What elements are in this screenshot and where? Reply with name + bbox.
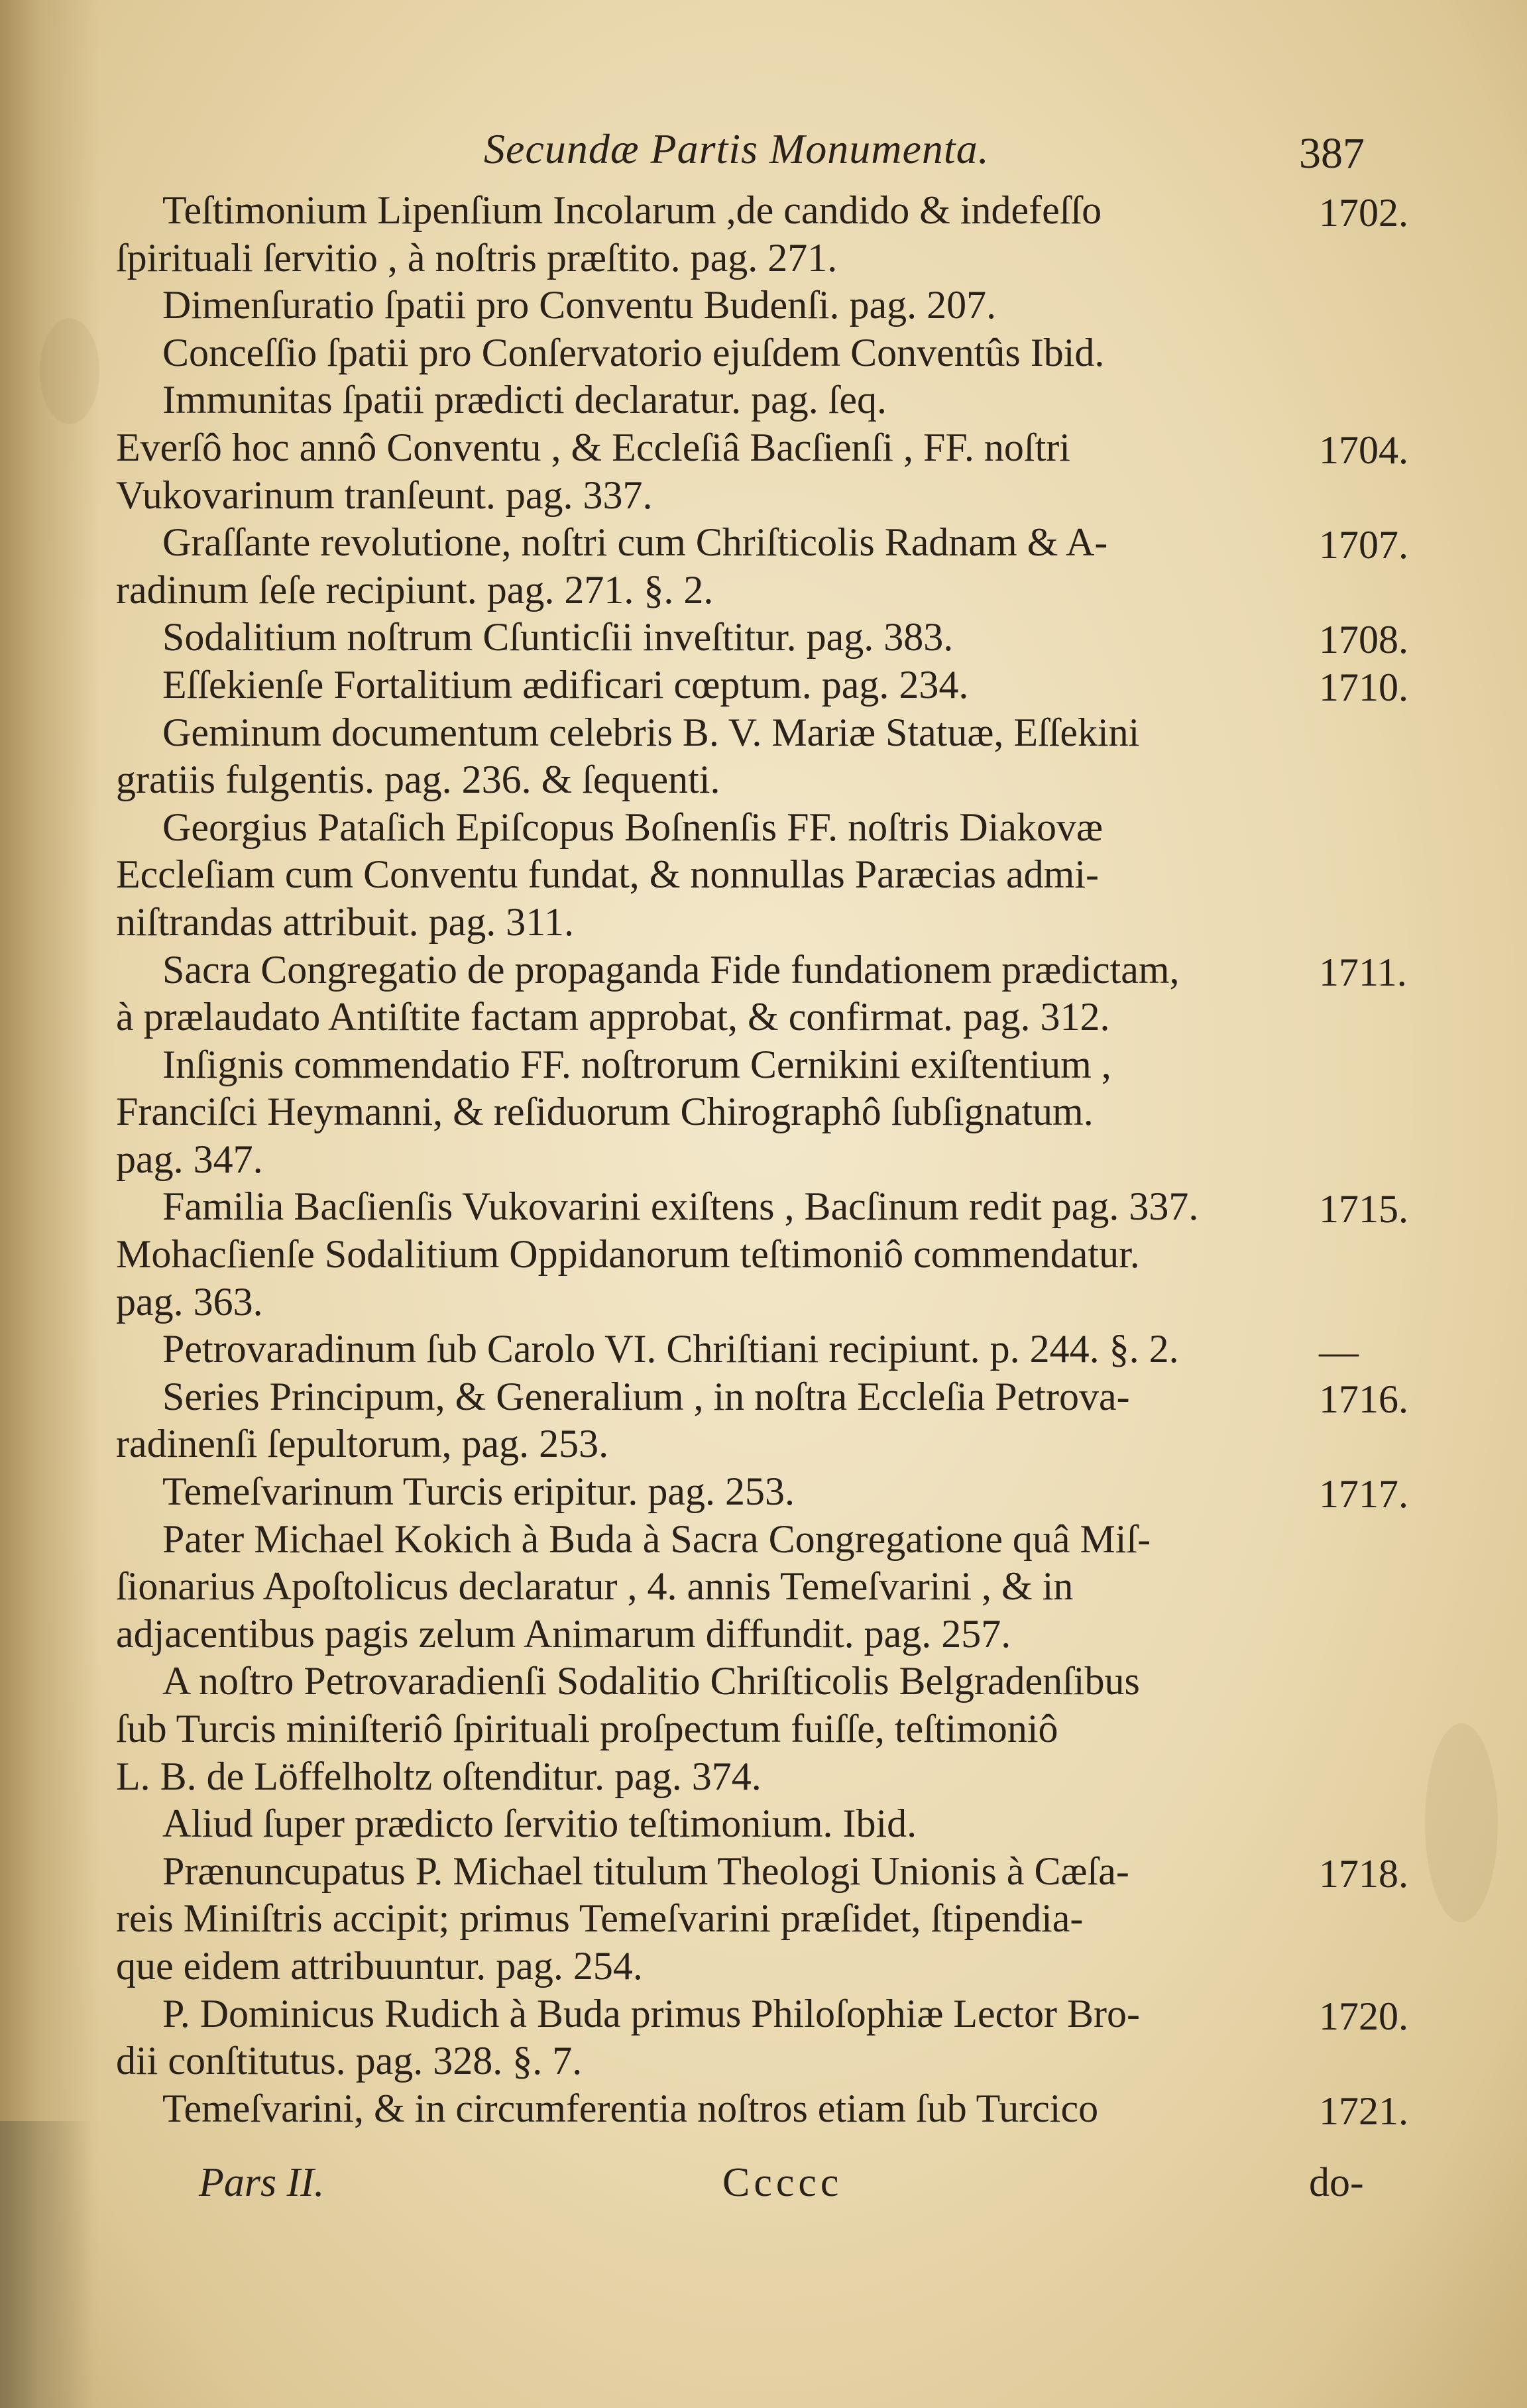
catchword: do- (1309, 2160, 1364, 2205)
page-footer (0, 2159, 1527, 2212)
entry-text: à prælaudato Antiſtite factam approbat, & confirmat. pag. 312. (116, 995, 1110, 1039)
entry-text: Familia Bacſienſis Vukovarini exiſtens , Bacſinum redit pag. 337. (162, 1184, 1199, 1229)
entry-year: 1711. (1319, 950, 1407, 994)
entry-line (0, 1705, 1527, 1753)
entry-year: 1720. (1319, 1994, 1408, 2038)
entry-year: 1704. (1319, 428, 1408, 472)
entry-line (0, 1848, 1527, 1896)
entry-line (0, 2085, 1527, 2133)
entry-line (0, 994, 1527, 1041)
entry-line (0, 1611, 1527, 1658)
entry-year: 1708. (1319, 618, 1408, 662)
entry-text: P. Dominicus Rudich à Buda primus Philoſophiæ Lector Bro- (162, 1991, 1140, 2035)
entry-year: 1716. (1319, 1377, 1408, 1421)
entry-text: Conceſſio ſpatii pro Conſervatorio ejuſdem Conventûs Ibid. (162, 330, 1105, 374)
entry-year: 1715. (1319, 1187, 1408, 1232)
entry-line (0, 282, 1527, 329)
entry-year: 1707. (1319, 523, 1408, 567)
entry-line (0, 1373, 1527, 1421)
entry-text: Eſſekienſe Fortalitium ædificari cœptum. pag. 234. (162, 662, 969, 707)
entry-line (0, 1231, 1527, 1279)
entry-text: Series Principum, & Generalium , in noſtra Eccleſia Petrova- (162, 1374, 1130, 1418)
entry-line (0, 187, 1527, 235)
page-number: 387 (1299, 129, 1365, 178)
entry-text: radinenſi ſepultorum, pag. 253. (116, 1422, 609, 1466)
entry-line (0, 1753, 1527, 1801)
entry-text: gratiis fulgentis. pag. 236. & ſequenti. (116, 758, 720, 802)
entry-line (0, 424, 1527, 472)
entry-year: 1710. (1319, 665, 1408, 709)
entry-text: Prænuncupatus P. Michael titulum Theologi Unionis à Cæſa- (162, 1849, 1129, 1893)
entry-text: Immunitas ſpatii prædicti declaratur. pag. ſeq. (162, 378, 887, 422)
entry-text: pag. 363. (116, 1279, 263, 1324)
entry-text: ſpirituali ſervitio , à noſtris præſtito. pag. 271. (116, 235, 838, 280)
entry-line (0, 899, 1527, 946)
entry-text: A noſtro Petrovaradienſi Sodalitio Chriſticolis Belgradenſibus (162, 1659, 1140, 1703)
entry-line (0, 1420, 1527, 1468)
entry-line (0, 1990, 1527, 2038)
entry-text: pag. 347. (116, 1137, 263, 1181)
entry-year: — (1319, 1330, 1359, 1374)
entry-line (0, 1183, 1527, 1231)
entry-line (0, 519, 1527, 567)
entry-text: Geminum documentum celebris B. V. Mariæ Statuæ, Eſſekini (162, 710, 1140, 754)
running-title: Secundæ Partis Monumenta. (484, 125, 990, 172)
entry-line (0, 756, 1527, 804)
entry-year: 1721. (1319, 2089, 1408, 2133)
entry-line (0, 2037, 1527, 2085)
entry-text: Sodalitium noſtrum Cſunticſii inveſtitur. pag. 383. (162, 615, 954, 659)
entry-text: Temeſvarinum Turcis eripitur. pag. 253. (162, 1469, 795, 1514)
entry-line (0, 804, 1527, 852)
entry-line (0, 709, 1527, 757)
chronicle-entries (0, 187, 1527, 2132)
entry-text: Graſſante revolutione, noſtri cum Chriſticolis Radnam & A- (162, 520, 1108, 565)
entry-line (0, 1136, 1527, 1184)
entry-line (0, 1895, 1527, 1943)
entry-line (0, 1658, 1527, 1705)
entry-text: Pater Michael Kokich à Buda à Sacra Congregatione quâ Miſ- (162, 1517, 1151, 1561)
entry-line (0, 376, 1527, 424)
entry-text: Dimenſuratio ſpatii pro Conventu Budenſi. pag. 207. (162, 283, 997, 327)
entry-line (0, 1516, 1527, 1564)
entry-text: Inſignis commendatio FF. noſtrorum Cernikini exiſtentium , (162, 1042, 1111, 1086)
entry-text: Aliud ſuper prædicto ſervitio teſtimonium. Ibid. (162, 1802, 917, 1846)
entry-line (0, 1468, 1527, 1516)
signature-mark: Pars II. (199, 2160, 325, 2205)
entry-text: Sacra Congregatio de propaganda Fide fundationem prædictam, (162, 947, 1180, 992)
entry-text: reis Miniſtris accipit; primus Temeſvarini præſidet, ſtipendia- (116, 1896, 1084, 1941)
gathering-mark: Ccccc (722, 2160, 843, 2205)
entry-line (0, 567, 1527, 614)
entry-line (0, 329, 1527, 377)
entry-text: Georgius Pataſich Epiſcopus Boſnenſis FF. noſtris Diakovæ (162, 805, 1103, 849)
entry-text: Teſtimonium Lipenſium Incolarum ,de candido & indefeſſo (162, 188, 1102, 232)
entry-line (0, 946, 1527, 994)
entry-text: ſionarius Apoſtolicus declaratur , 4. annis Temeſvarini , & in (116, 1564, 1074, 1609)
entry-text: Everſô hoc annô Conventu , & Eccleſiâ Bacſienſi , FF. noſtri (116, 425, 1070, 469)
entry-line (0, 235, 1527, 282)
entry-line (0, 614, 1527, 661)
entry-line (0, 661, 1527, 709)
entry-text: Eccleſiam cum Conventu fundat, & nonnullas Paræcias admi- (116, 852, 1099, 897)
entry-line (0, 1943, 1527, 1990)
entry-line (0, 1041, 1527, 1089)
entry-text: Mohacſienſe Sodalitium Oppidanorum teſtimoniô commendatur. (116, 1232, 1140, 1277)
entry-text: Petrovaradinum ſub Carolo VI. Chriſtiani recipiunt. p. 244. §. 2. (162, 1327, 1179, 1371)
entry-year: 1702. (1319, 191, 1408, 235)
entry-text: Franciſci Heymanni, & reſiduorum Chirographô ſubſignatum. (116, 1090, 1094, 1134)
entry-text: L. B. de Löffelholtz oſtenditur. pag. 374. (116, 1754, 762, 1798)
entry-text: que eidem attribuuntur. pag. 254. (116, 1943, 643, 1988)
entry-text: Vukovarinum tranſeunt. pag. 337. (116, 473, 653, 517)
entry-line (0, 1326, 1527, 1373)
entry-year: 1718. (1319, 1851, 1408, 1896)
entry-line (0, 1088, 1527, 1136)
entry-line (0, 472, 1527, 520)
entry-text: niſtrandas attribuit. pag. 311. (116, 899, 574, 944)
entry-text: Temeſvarini, & in circumferentia noſtros etiam ſub Turcico (162, 2086, 1099, 2130)
entry-line (0, 1279, 1527, 1326)
entry-year: 1717. (1319, 1472, 1408, 1517)
entry-line (0, 851, 1527, 899)
entry-line (0, 1800, 1527, 1848)
entry-text: dii conſtitutus. pag. 328. §. 7. (116, 2039, 583, 2083)
entry-line (0, 1563, 1527, 1611)
entry-text: adjacentibus pagis zelum Animarum diffundit. pag. 257. (116, 1611, 1011, 1656)
running-header (0, 125, 1527, 184)
entry-text: ſub Turcis miniſteriô ſpirituali proſpectum fuiſſe, teſtimoniô (116, 1707, 1058, 1750)
entry-text: radinum ſeſe recipiunt. pag. 271. §. 2. (116, 567, 714, 612)
